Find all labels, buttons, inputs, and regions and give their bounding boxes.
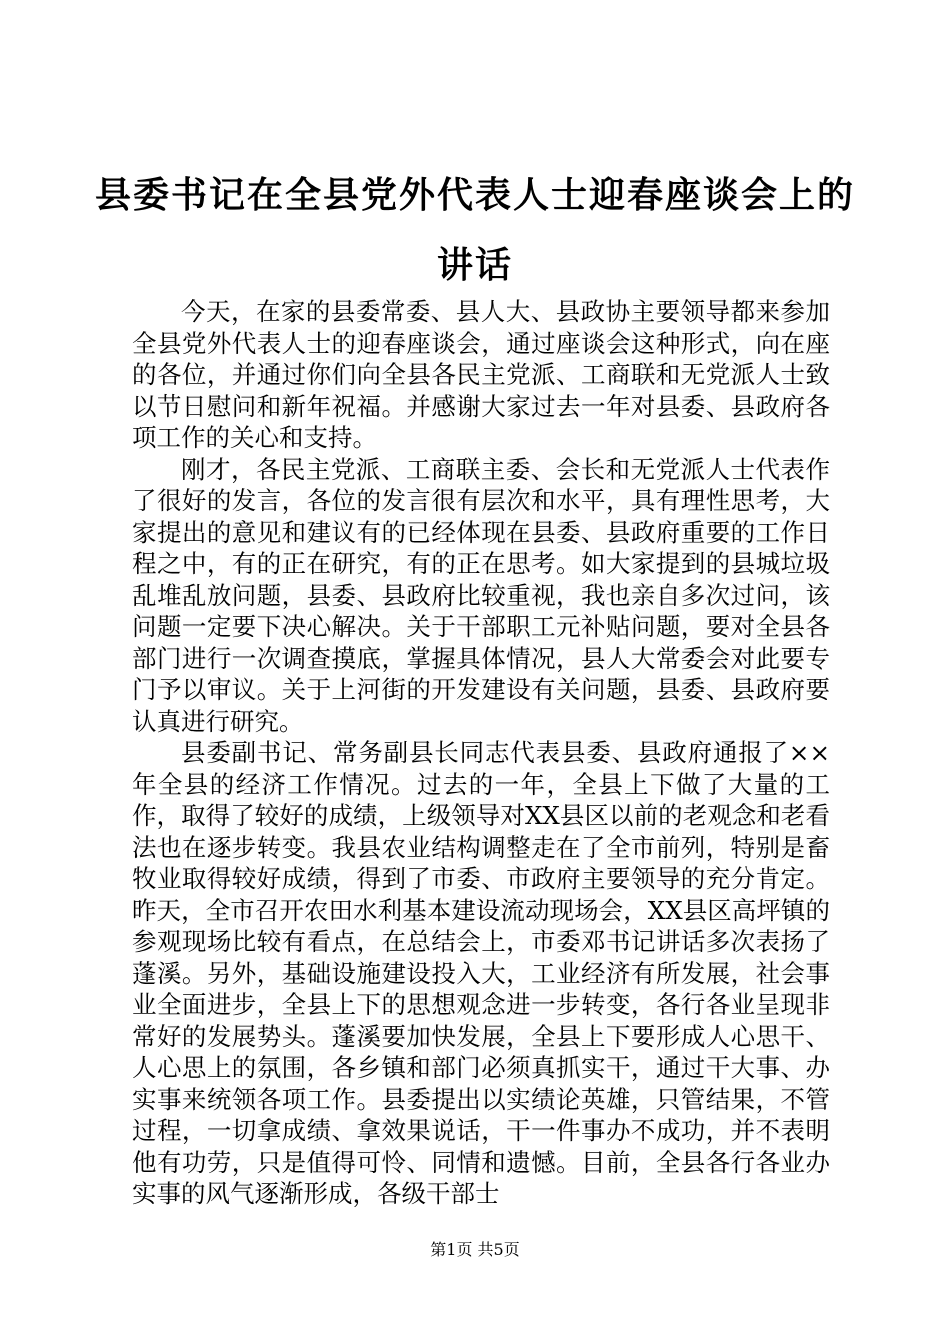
paragraph: 刚才，各民主党派、工商联主委、会长和无党派人士代表作了很好的发言，各位的发言很有层次和水平，具有理性思考，大家提出的意见和建议有的已经体现在县委、县政府重要的工作日程之中，有的正在研究，有的正在思考。如大家提到的县城垃圾乱堆乱放问题，县委、县政府比较重视，我也亲自多次过问，该问题一定要下决心解决。关于干部职工元补贴问题，要对全县各部门进行一次调查摸底，掌握具体情况，县人大常委会对此要专门予以审议。关于上河街的开发建设有关问题，县委、县政府要认真进行研究。	[132, 454, 830, 736]
paragraph: 今天，在家的县委常委、县人大、县政协主要领导都来参加全县党外代表人士的迎春座谈会，通过座谈会这种形式，向在座的各位，并通过你们向全县各民主党派、工商联和无党派人士致以节日慰问和新年祝福。并感谢大家过去一年对县委、县政府各项工作的关心和支持。	[132, 297, 830, 452]
paragraph: 县委副书记、常务副县长同志代表县委、县政府通报了××年全县的经济工作情况。过去的一年，全县上下做了大量的工作，取得了较好的成绩，上级领导对XX县区以前的老观念和老看法也在逐步转变。我县农业结构调整走在了全市前列，特别是畜牧业取得较好成绩，得到了市委、市政府主要领导的充分肯定。昨天，全市召开农田水利基本建设流动现场会，XX县区高坪镇的参观现场比较有看点，在总结会上，市委邓书记讲话多次表扬了蓬溪。另外，基础设施建设投入大，工业经济有所发展，社会事业全面进步，全县上下的思想观念进一步转变，各行各业呈现非常好的发展势头。蓬溪要加快发展，全县上下要形成人心思干、人心思上的氛围，各乡镇和部门必须真抓实干，通过干大事、办实事来统领各项工作。县委提出以实绩论英雄，只管结果，不管过程，一切拿成绩、拿效果说话，干一件事办不成功，并不表明他有功劳，只是值得可怜、同情和遗憾。目前，全县各行各业办实事的风气逐渐形成，各级干部士	[132, 738, 830, 1208]
document-title: 县委书记在全县党外代表人士迎春座谈会上的讲话	[94, 174, 855, 286]
document-body	[132, 296, 830, 1210]
page-footer: 第1页 共5页	[430, 1240, 520, 1259]
